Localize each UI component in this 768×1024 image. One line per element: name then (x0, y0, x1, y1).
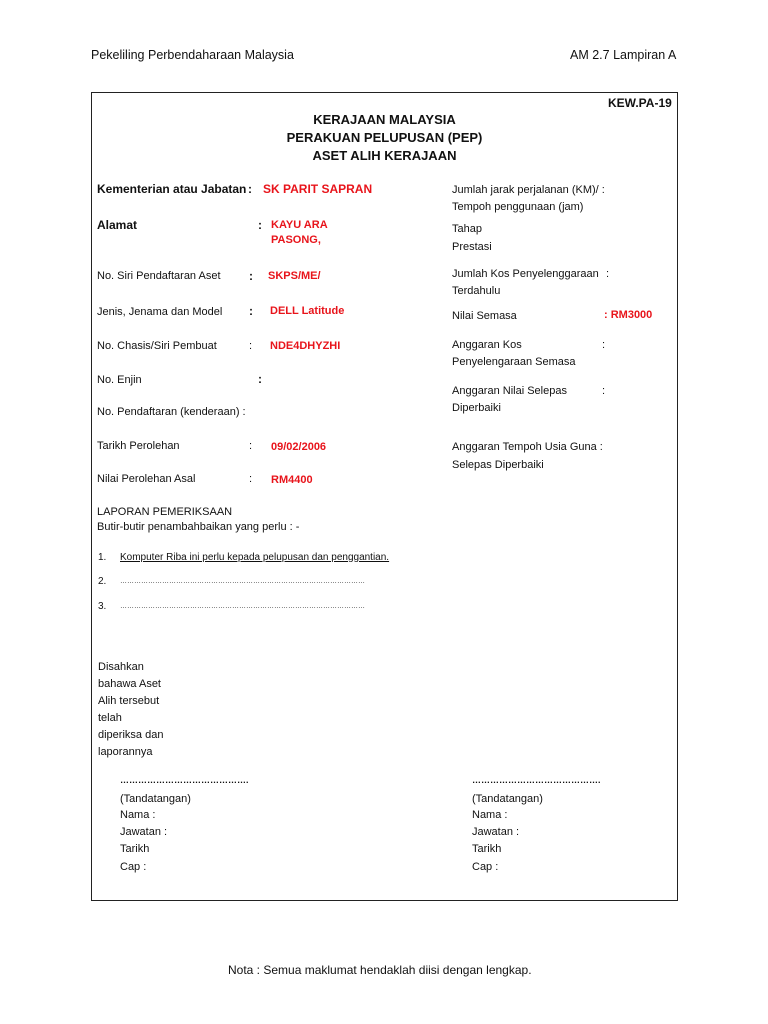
tempoh-label: Tempoh penggunaan (jam) (452, 201, 584, 213)
enjin-label: No. Enjin (97, 374, 142, 386)
alamat-value-2: PASONG, (271, 234, 321, 246)
anggaran-nilai-label: Anggaran Nilai Selepas (452, 385, 567, 397)
cap-right: Cap : (472, 861, 499, 873)
laporan-subtitle: Butir-butir penambahbaikan yang perlu : - (97, 521, 300, 533)
nilai-label: Nilai Perolehan Asal (97, 473, 196, 485)
nama-left: Nama : (120, 809, 156, 821)
semasa-label: Nilai Semasa (452, 310, 517, 322)
laporan-item-text-3: …………………………………………………………………………………………… (120, 603, 365, 610)
nama-right: Nama : (472, 809, 508, 821)
disahkan-line-6: laporannya (98, 746, 153, 758)
disahkan-line-1: Disahkan (98, 661, 144, 673)
siri-colon: : (249, 269, 253, 283)
disahkan-line-4: telah (98, 712, 122, 724)
nilai-value: RM4400 (271, 474, 313, 486)
laporan-item-text-1: Komputer Riba ini perlu kepada pelupusan dan penggantian. (120, 552, 390, 563)
anggaran-nilai-colon: : (602, 385, 606, 397)
chasis-value: NDE4DHYZHI (270, 340, 341, 352)
signature-line-right: ……………………………………. (472, 775, 601, 785)
tarikh-value: 09/02/2006 (271, 441, 327, 453)
kementerian-label: Kementerian atau Jabatan (97, 182, 247, 196)
jenis-colon: : (249, 304, 253, 318)
siri-label: No. Siri Pendaftaran Aset (97, 270, 221, 282)
form-title-1: KERAJAAN MALAYSIA (313, 112, 456, 127)
tandatangan-right: (Tandatangan) (472, 793, 543, 805)
anggaran-tempoh-label-2: Selepas Diperbaiki (452, 459, 544, 471)
jarak-label: Jumlah jarak perjalanan (KM)/ : (452, 184, 605, 196)
alamat-value-1: KAYU ARA (271, 219, 328, 231)
disahkan-line-5: diperiksa dan (98, 729, 164, 741)
anggaran-kos-label-2: Penyelengaraan Semasa (452, 356, 576, 368)
jawatan-left: Jawatan : (120, 826, 168, 838)
pendaftaran-label: No. Pendaftaran (kenderaan) : (97, 406, 246, 418)
tarikh-left: Tarikh (120, 843, 150, 855)
siri-value: SKPS/ME/ (268, 270, 321, 282)
page-header-right: AM 2.7 Lampiran A (570, 48, 677, 62)
laporan-item-num-3: 3. (98, 601, 107, 612)
anggaran-kos-colon: : (602, 339, 606, 351)
tarikh-right: Tarikh (472, 843, 502, 855)
kementerian-value: SK PARIT SAPRAN (263, 182, 373, 196)
anggaran-nilai-label-2: Diperbaiki (452, 402, 501, 414)
signature-line-left: ……………………………………. (120, 775, 249, 785)
laporan-item-num-2: 2. (98, 576, 107, 587)
laporan-item-num-1: 1. (98, 552, 107, 563)
laporan-title: LAPORAN PEMERIKSAAN (97, 506, 233, 518)
jenis-value: DELL Latitude (270, 305, 345, 317)
kos-label-2: Terdahulu (452, 285, 501, 297)
jenis-label: Jenis, Jenama dan Model (97, 306, 223, 318)
tahap-label: Tahap (452, 223, 482, 235)
laporan-item-text-2: …………………………………………………………………………………………… (120, 578, 365, 585)
alamat-label: Alamat (97, 218, 138, 232)
disahkan-line-2: bahawa Aset (98, 678, 161, 690)
semasa-value: : RM3000 (604, 309, 653, 321)
prestasi-label: Prestasi (452, 241, 492, 253)
chasis-label: No. Chasis/Siri Pembuat (97, 340, 217, 352)
form-title-2: PERAKUAN PELUPUSAN (PEP) (286, 130, 483, 145)
anggaran-tempoh-label: Anggaran Tempoh Usia Guna : (452, 441, 603, 453)
tandatangan-left: (Tandatangan) (120, 793, 191, 805)
alamat-colon: : (258, 218, 262, 232)
form-code: KEW.PA-19 (608, 96, 672, 110)
kementerian-colon: : (248, 182, 252, 196)
enjin-colon: : (258, 372, 262, 386)
form-title-3: ASET ALIH KERAJAAN (312, 148, 457, 163)
nilai-colon: : (249, 473, 253, 485)
page-header-left: Pekeliling Perbendaharaan Malaysia (91, 48, 294, 62)
disahkan-line-3: Alih tersebut (98, 695, 160, 707)
anggaran-kos-label: Anggaran Kos (452, 339, 522, 351)
tarikh-label: Tarikh Perolehan (97, 440, 180, 452)
kos-label: Jumlah Kos Penyelenggaraan (452, 268, 599, 280)
cap-left: Cap : (120, 861, 147, 873)
jawatan-right: Jawatan : (472, 826, 520, 838)
footer-nota: Nota : Semua maklumat hendaklah diisi dengan lengkap. (228, 963, 532, 977)
tarikh-colon: : (249, 440, 253, 452)
chasis-colon: : (249, 340, 253, 352)
kos-colon: : (606, 268, 610, 280)
